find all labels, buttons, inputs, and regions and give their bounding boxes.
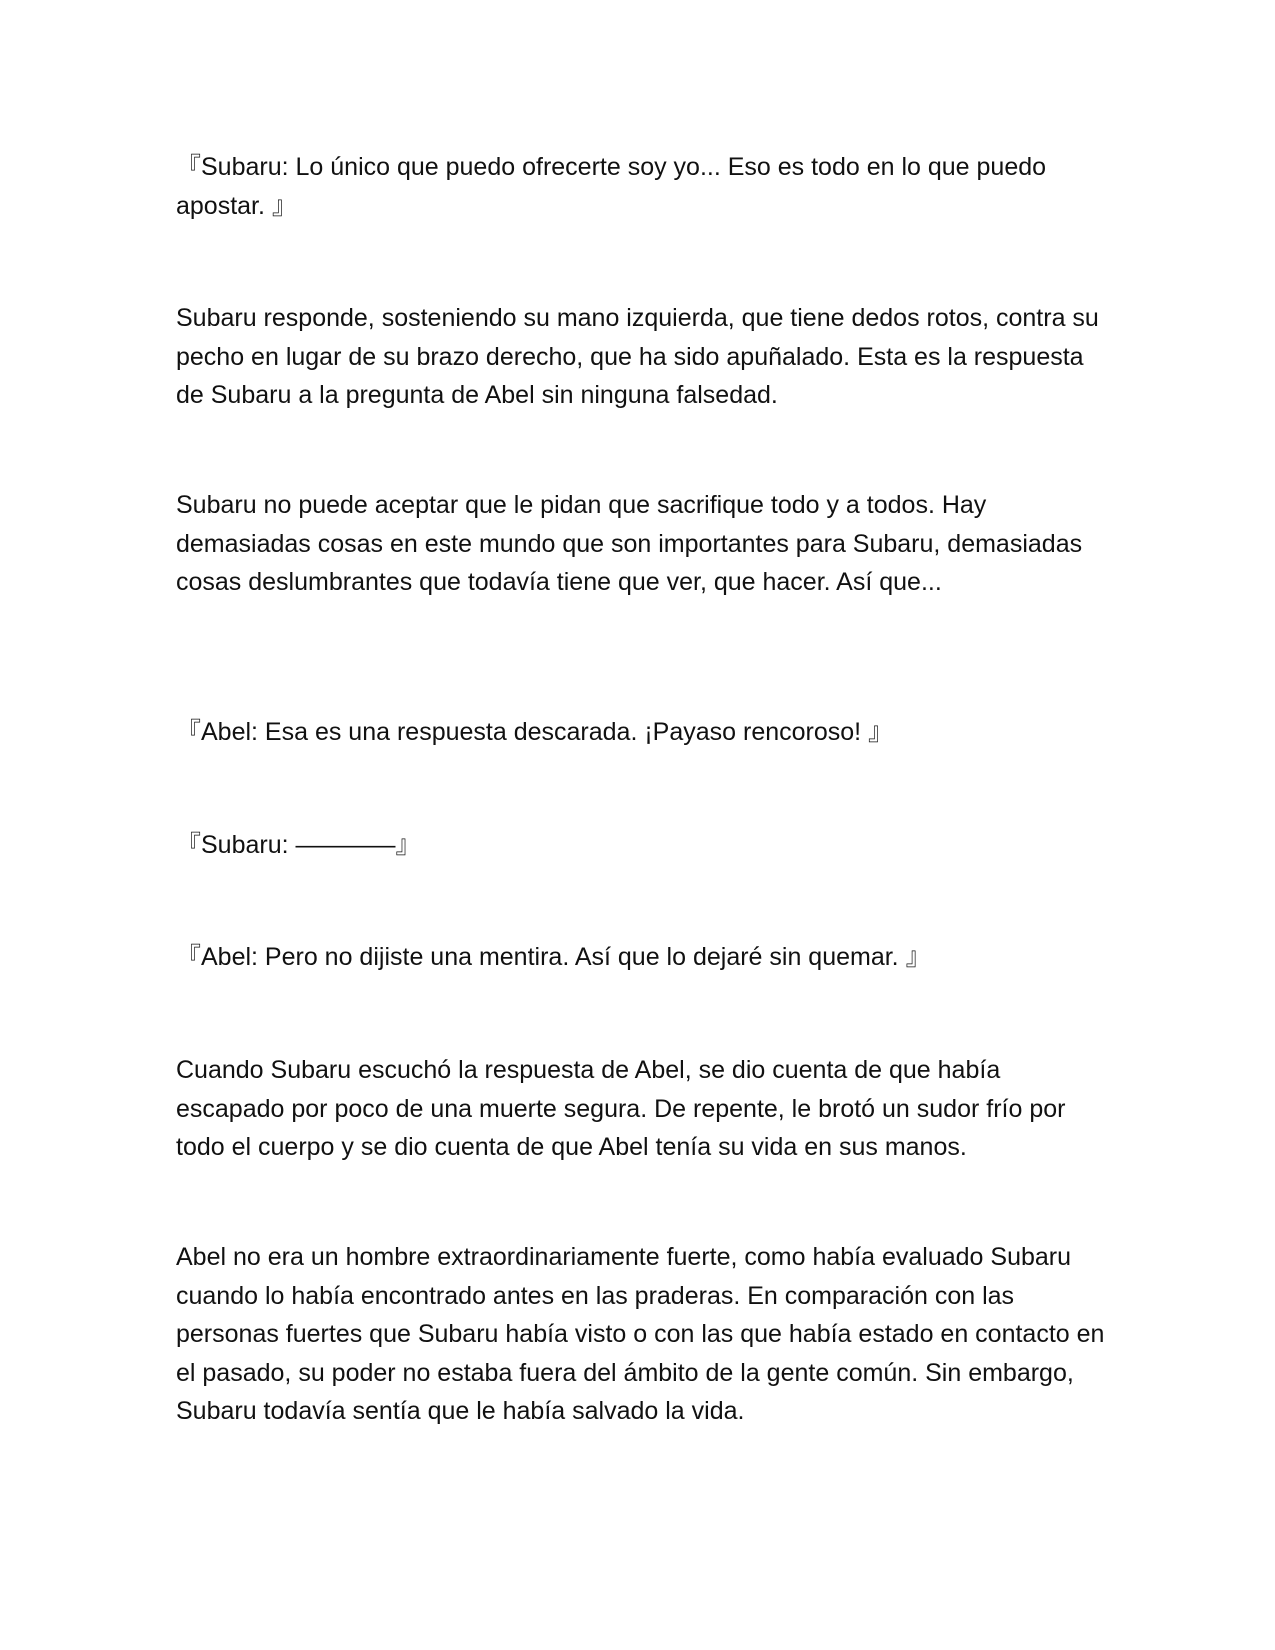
narration-paragraph-1: Subaru responde, sosteniendo su mano izquierda, que tiene dedos rotos, contra su pecho en lugar de su brazo derecho, que ha sido apuñalado. Esta es la respuesta de Subaru a la pregunta de Abel sin ninguna falsedad. [176,304,1099,409]
dialogue-abel-no-lie: 『Abel: Pero no dijiste una mentira. Así que lo dejaré sin quemar. 』 [176,943,931,971]
narration-paragraph-2: Subaru no puede aceptar que le pidan que sacrifique todo y a todos. Hay demasiadas cosas en este mundo que son importantes para Subaru, demasiadas cosas deslumbrantes que todavía tiene que ver, que hacer. Así que... [176,491,1083,596]
dialogue-subaru-offer: 『Subaru: Lo único que puedo ofrecerte soy yo... Eso es todo en lo que puedo apostar. 』 [176,153,1047,220]
narration-paragraph-4: Abel no era un hombre extraordinariamente fuerte, como había evaluado Subaru cuando lo había encontrado antes en las praderas. En comparación con las personas fuertes que Subaru había visto o con las que había estado en contacto en el pasado, su poder no estaba fuera del ámbito de la gente común. Sin embargo, Subaru todavía sentía que le había salvado la vida. [176,1243,1105,1425]
dialogue-subaru-silence: 『Subaru: ————』 [176,831,421,859]
dialogue-abel-response: 『Abel: Esa es una respuesta descarada. ¡Payaso rencoroso! 』 [176,718,894,746]
narration-paragraph-3: Cuando Subaru escuchó la respuesta de Abel, se dio cuenta de que había escapado por poco de una muerte segura. De repente, le brotó un sudor frío por todo el cuerpo y se dio cuenta de que Abel tenía su vida en sus manos. [176,1056,1066,1161]
